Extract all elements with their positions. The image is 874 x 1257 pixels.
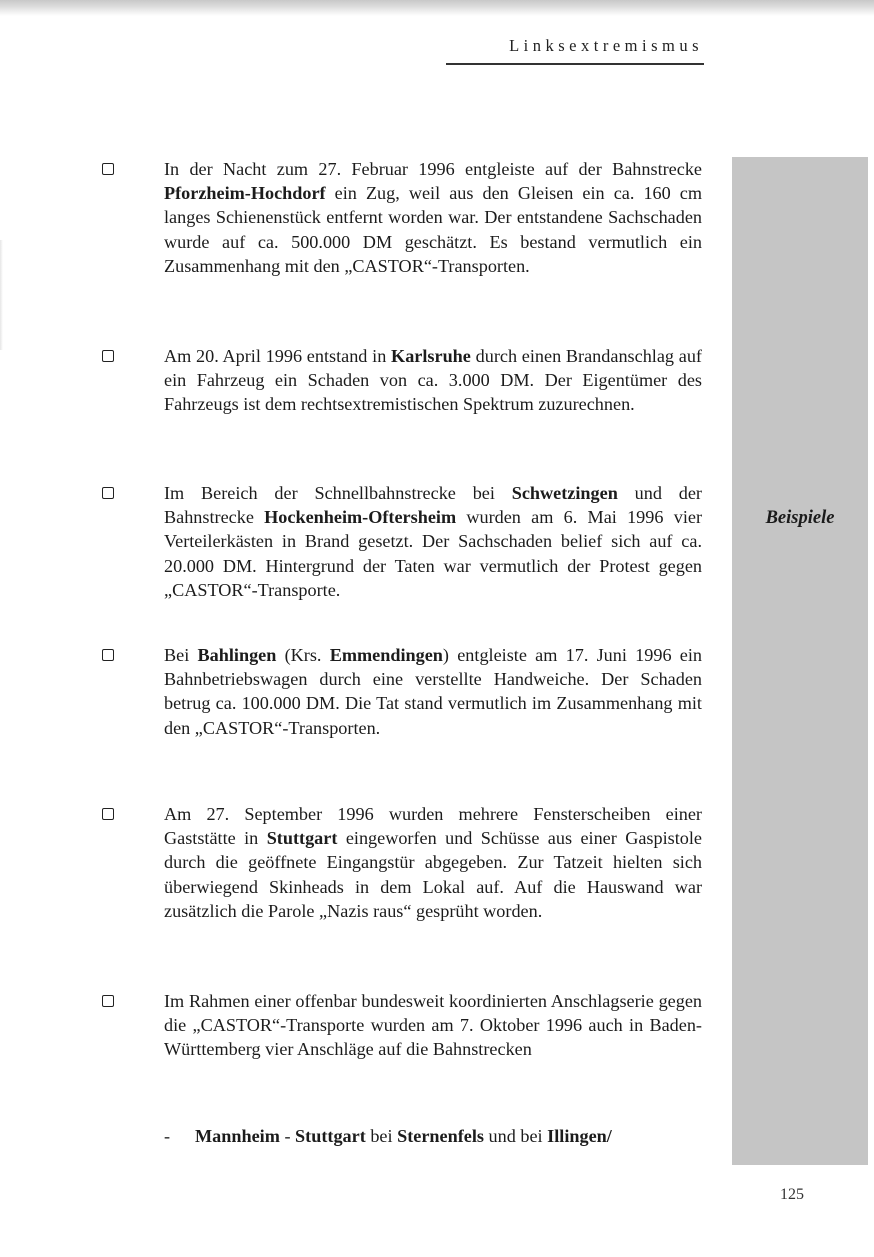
bold-place-name: Mannheim [195, 1126, 280, 1146]
scan-left-edge [0, 240, 3, 350]
bold-place-name: Illingen/ [547, 1126, 612, 1146]
checkbox-bullet-icon [102, 487, 114, 499]
text-run: und bei [483, 1126, 548, 1146]
scan-top-shadow [0, 0, 874, 16]
checkbox-bullet-icon [102, 163, 114, 175]
bold-place-name: Stuttgart [295, 1126, 366, 1146]
dash-marker: - [164, 1126, 171, 1146]
text-run: Bei [164, 645, 198, 665]
bold-place-name: Sternenfels [397, 1126, 484, 1146]
margin-sidebar [732, 157, 868, 1165]
item-text [164, 344, 702, 417]
checkbox-bullet-icon [102, 995, 114, 1007]
page-number: 125 [780, 1186, 804, 1203]
text-run: bei [365, 1126, 398, 1146]
item-text [164, 157, 702, 278]
bold-place-name: Pforzheim-Hochdorf [164, 183, 326, 204]
running-head: Linksextremismus [509, 36, 703, 55]
sub-item-text [195, 1124, 612, 1148]
text-run: ) entgleiste am 17. Juni 1996 ein Bahnbetriebswagen durch eine verstellte Handweiche. Der Schaden betrug ca. 100.000 DM. Die Tat stand vermutlich im Zusammenhang mit den „CASTOR“-Transporten. [164, 645, 703, 738]
text-run: ein Zug, weil aus den Gleisen ein ca. 160 cm langes Schienenstück entfernt worden war. Der entstandene Sachschaden wurde auf ca. 500.000 DM geschätzt. Es bestand vermutlich ein Zusammenhang mit den „CASTOR“-Transporten. [164, 183, 702, 276]
sidebar-title: Beispiele [765, 508, 835, 528]
item-text [164, 643, 702, 740]
text-run: Am 20. April 1996 entstand in [164, 346, 392, 366]
text-run: (Krs. [276, 645, 330, 665]
running-head-rule [446, 63, 704, 65]
text-run: Im Bereich der Schnellbahnstrecke bei [164, 483, 512, 503]
bold-place-name: Emmendingen [329, 645, 443, 665]
text-run: eingeworfen und Schüsse aus einer Gaspistole durch die geöffnete Eingangstür abgegeben. Zur Tatzeit hielten sich überwiegend Skinheads in dem Lokal auf. Auf die Hauswand war zusätzlich die Parole „Nazis raus“ gesprüht worden. [164, 828, 702, 921]
checkbox-bullet-icon [102, 350, 114, 362]
bold-place-name: Hockenheim-Oftersheim [264, 507, 457, 528]
item-text [164, 989, 702, 1062]
bold-place-name: Bahlingen [197, 645, 277, 665]
bold-place-name: Stuttgart [266, 828, 338, 849]
item-text [164, 802, 702, 923]
text-run: Im Rahmen einer offenbar bundesweit koordinierten Anschlagserie gegen die „CASTOR“-Transporte wurden am 7. Oktober 1996 auch in Baden-Württemberg vier Anschläge auf die Bahnstrecken [164, 991, 702, 1060]
bold-place-name: Schwetzingen [511, 483, 618, 503]
checkbox-bullet-icon [102, 808, 114, 820]
text-run: und der Bahnstrecke [164, 483, 702, 528]
bold-place-name: Karlsruhe [391, 346, 471, 366]
checkbox-bullet-icon [102, 649, 114, 661]
item-text [164, 481, 702, 602]
text-run: durch einen Brandanschlag auf ein Fahrzeug ein Schaden von ca. 3.000 DM. Der Eigentümer des Fahrzeugs ist dem rechtsextremistischen Spektrum zuzurechnen. [164, 346, 702, 415]
text-run: Am 27. September 1996 wurden mehrere Fensterscheiben einer Gaststätte in [164, 804, 702, 849]
text-run: In der Nacht zum 27. Februar 1996 entgleiste auf der Bahnstrecke [164, 159, 702, 179]
text-run: wurden am 6. Mai 1996 vier Verteilerkästen in Brand gesetzt. Der Sachschaden belief sich auf ca. 20.000 DM. Hintergrund der Taten war vermutlich der Protest gegen „CASTOR“-Transporte. [164, 507, 703, 600]
text-run: - [279, 1126, 296, 1146]
